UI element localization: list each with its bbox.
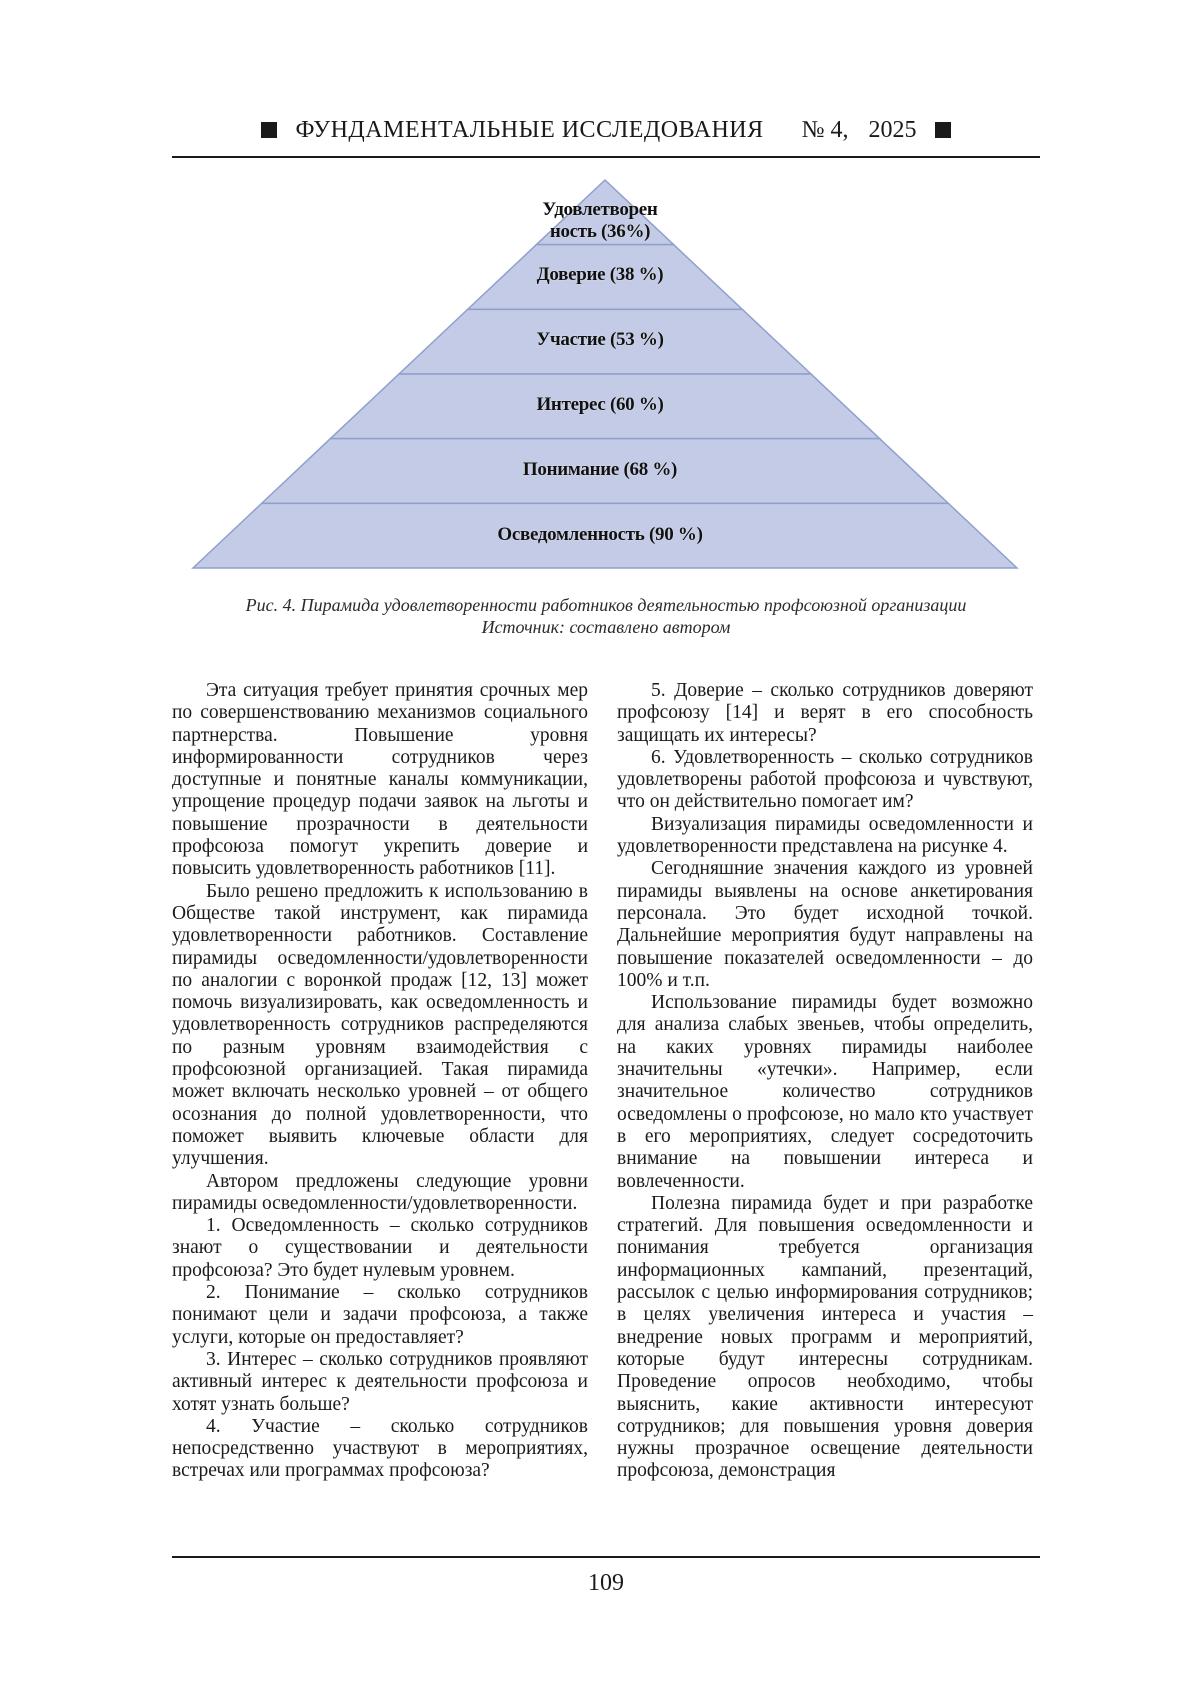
figure-caption-title: Рис. 4. Пирамида удовлетворенности работников деятельностью профсоюзной организации	[245, 595, 967, 615]
left-column	[172, 680, 588, 1483]
figure-caption	[172, 594, 1040, 638]
pyramid-label-level-6	[400, 199, 800, 243]
figure-caption-source: Источник: составлено автором	[481, 617, 731, 637]
paragraph: Автором предложены следующие уровни пирамиды осведомленности/удовлетворенности.	[172, 1170, 588, 1214]
paragraph: 6. Удовлетворенность – сколько сотрудников удовлетворены работой профсоюза и чувствуют, что он действительно помогает им?	[617, 746, 1033, 813]
paragraph: 2. Понимание – сколько сотрудников понимают цели и задачи профсоюза, а также услуги, которые он предоставляет?	[172, 1282, 588, 1348]
footer-rule	[172, 1556, 1040, 1558]
paragraph: 3. Интерес – сколько сотрудников проявляют активный интерес к деятельности профсоюза и хотят узнать больше?	[172, 1348, 588, 1415]
paragraph: 4. Участие – сколько сотрудников непосредственно участвуют в мероприятиях, встречах или программах профсоюза?	[172, 1415, 588, 1482]
journal-issue: № 4,	[801, 116, 849, 143]
pyramid-label-level-1: Осведомленность (90 %)	[497, 524, 703, 545]
right-column	[617, 680, 1033, 1483]
paragraph: Использование пирамиды будет возможно для анализа слабых звеньев, чтобы определить, на каких уровнях пирамиды наиболее значительны «утечки». Например, если значительное количество сотрудников осведомлены о профсоюзе, но мало кто участвует в его мероприятиях, следует сосредоточить внимание на повышении интереса и вовлеченности.	[617, 992, 1033, 1192]
paragraph: 1. Осведомленность – сколько сотрудников знают о существовании и деятельности профсоюза? Это будет нулевым уровнем.	[172, 1215, 588, 1281]
paragraph: 5. Доверие – сколько сотрудников доверяют профсоюзу [14] и верят в его способность защищать их интересы?	[617, 680, 1033, 746]
paragraph: Эта ситуация требует принятия срочных мер по совершенствованию механизмов социального партнерства. Повышение уровня информированности сотрудников через доступные и понятные каналы коммуникации, упрощение процедур подачи заявок на льготы и повышение прозрачности в деятельности профсоюза помогут укрепить доверие и повысить удовлетворенность работников [11].	[172, 680, 588, 880]
pyramid-label-level-5: Доверие (38 %)	[536, 264, 664, 285]
pyramid-label-level-4: Участие (53 %)	[536, 329, 664, 350]
satisfaction-pyramid	[0, 0, 1200, 600]
journal-title: ФУНДАМЕНТАЛЬНЫЕ ИССЛЕДОВАНИЯ	[295, 116, 764, 143]
journal-year: 2025	[868, 116, 917, 143]
paragraph: Было решено предложить к использованию в Обществе такой инструмент, как пирамида удовлетворенности работников. Составление пирамиды осведомленности/удовлетворенности по аналогии с воронкой продаж [12, 13] может помочь визуализировать, как осведомленность и удовлетворенность сотрудников распределяются по разным уровням взаимодействия с профсоюзной организацией. Такая пирамида может включать несколько уровней – от общего осознания до полной удовлетворенности, что поможет выявить ключевые области для улучшения.	[172, 880, 588, 1170]
pyramid-label-level-3: Интерес (60 %)	[536, 394, 664, 415]
paragraph: Сегодняшние значения каждого из уровней пирамиды выявлены на основе анкетирования персонала. Это будет исходной точкой. Дальнейшие мероприятия будут направлены на повышение показателей осведомленности – до 100% и т.п.	[617, 858, 1033, 991]
pyramid-label-line2: ность (36%)	[549, 221, 651, 242]
pyramid-label-line1: Удовлетворен	[542, 199, 658, 220]
paragraph: Полезна пирамида будет и при разработке стратегий. Для повышения осведомленности и понимания требуется организация информационных кампаний, презентаций, рассылок с целью информирования сотрудников; в целях увеличения интереса и участия – внедрение новых программ и мероприятий, которые будут интересны сотрудникам. Проведение опросов необходимо, чтобы выяснить, какие активности интересуют сотрудников; для повышения уровня доверия нужны прозрачное освещение деятельности профсоюза, демонстрация	[617, 1192, 1033, 1482]
page-number: 109	[588, 1570, 624, 1596]
pyramid-label-level-2: Понимание (68 %)	[522, 459, 678, 480]
paragraph: Визуализация пирамиды осведомленности и удовлетворенности представлена на рисунке 4.	[617, 813, 1033, 858]
